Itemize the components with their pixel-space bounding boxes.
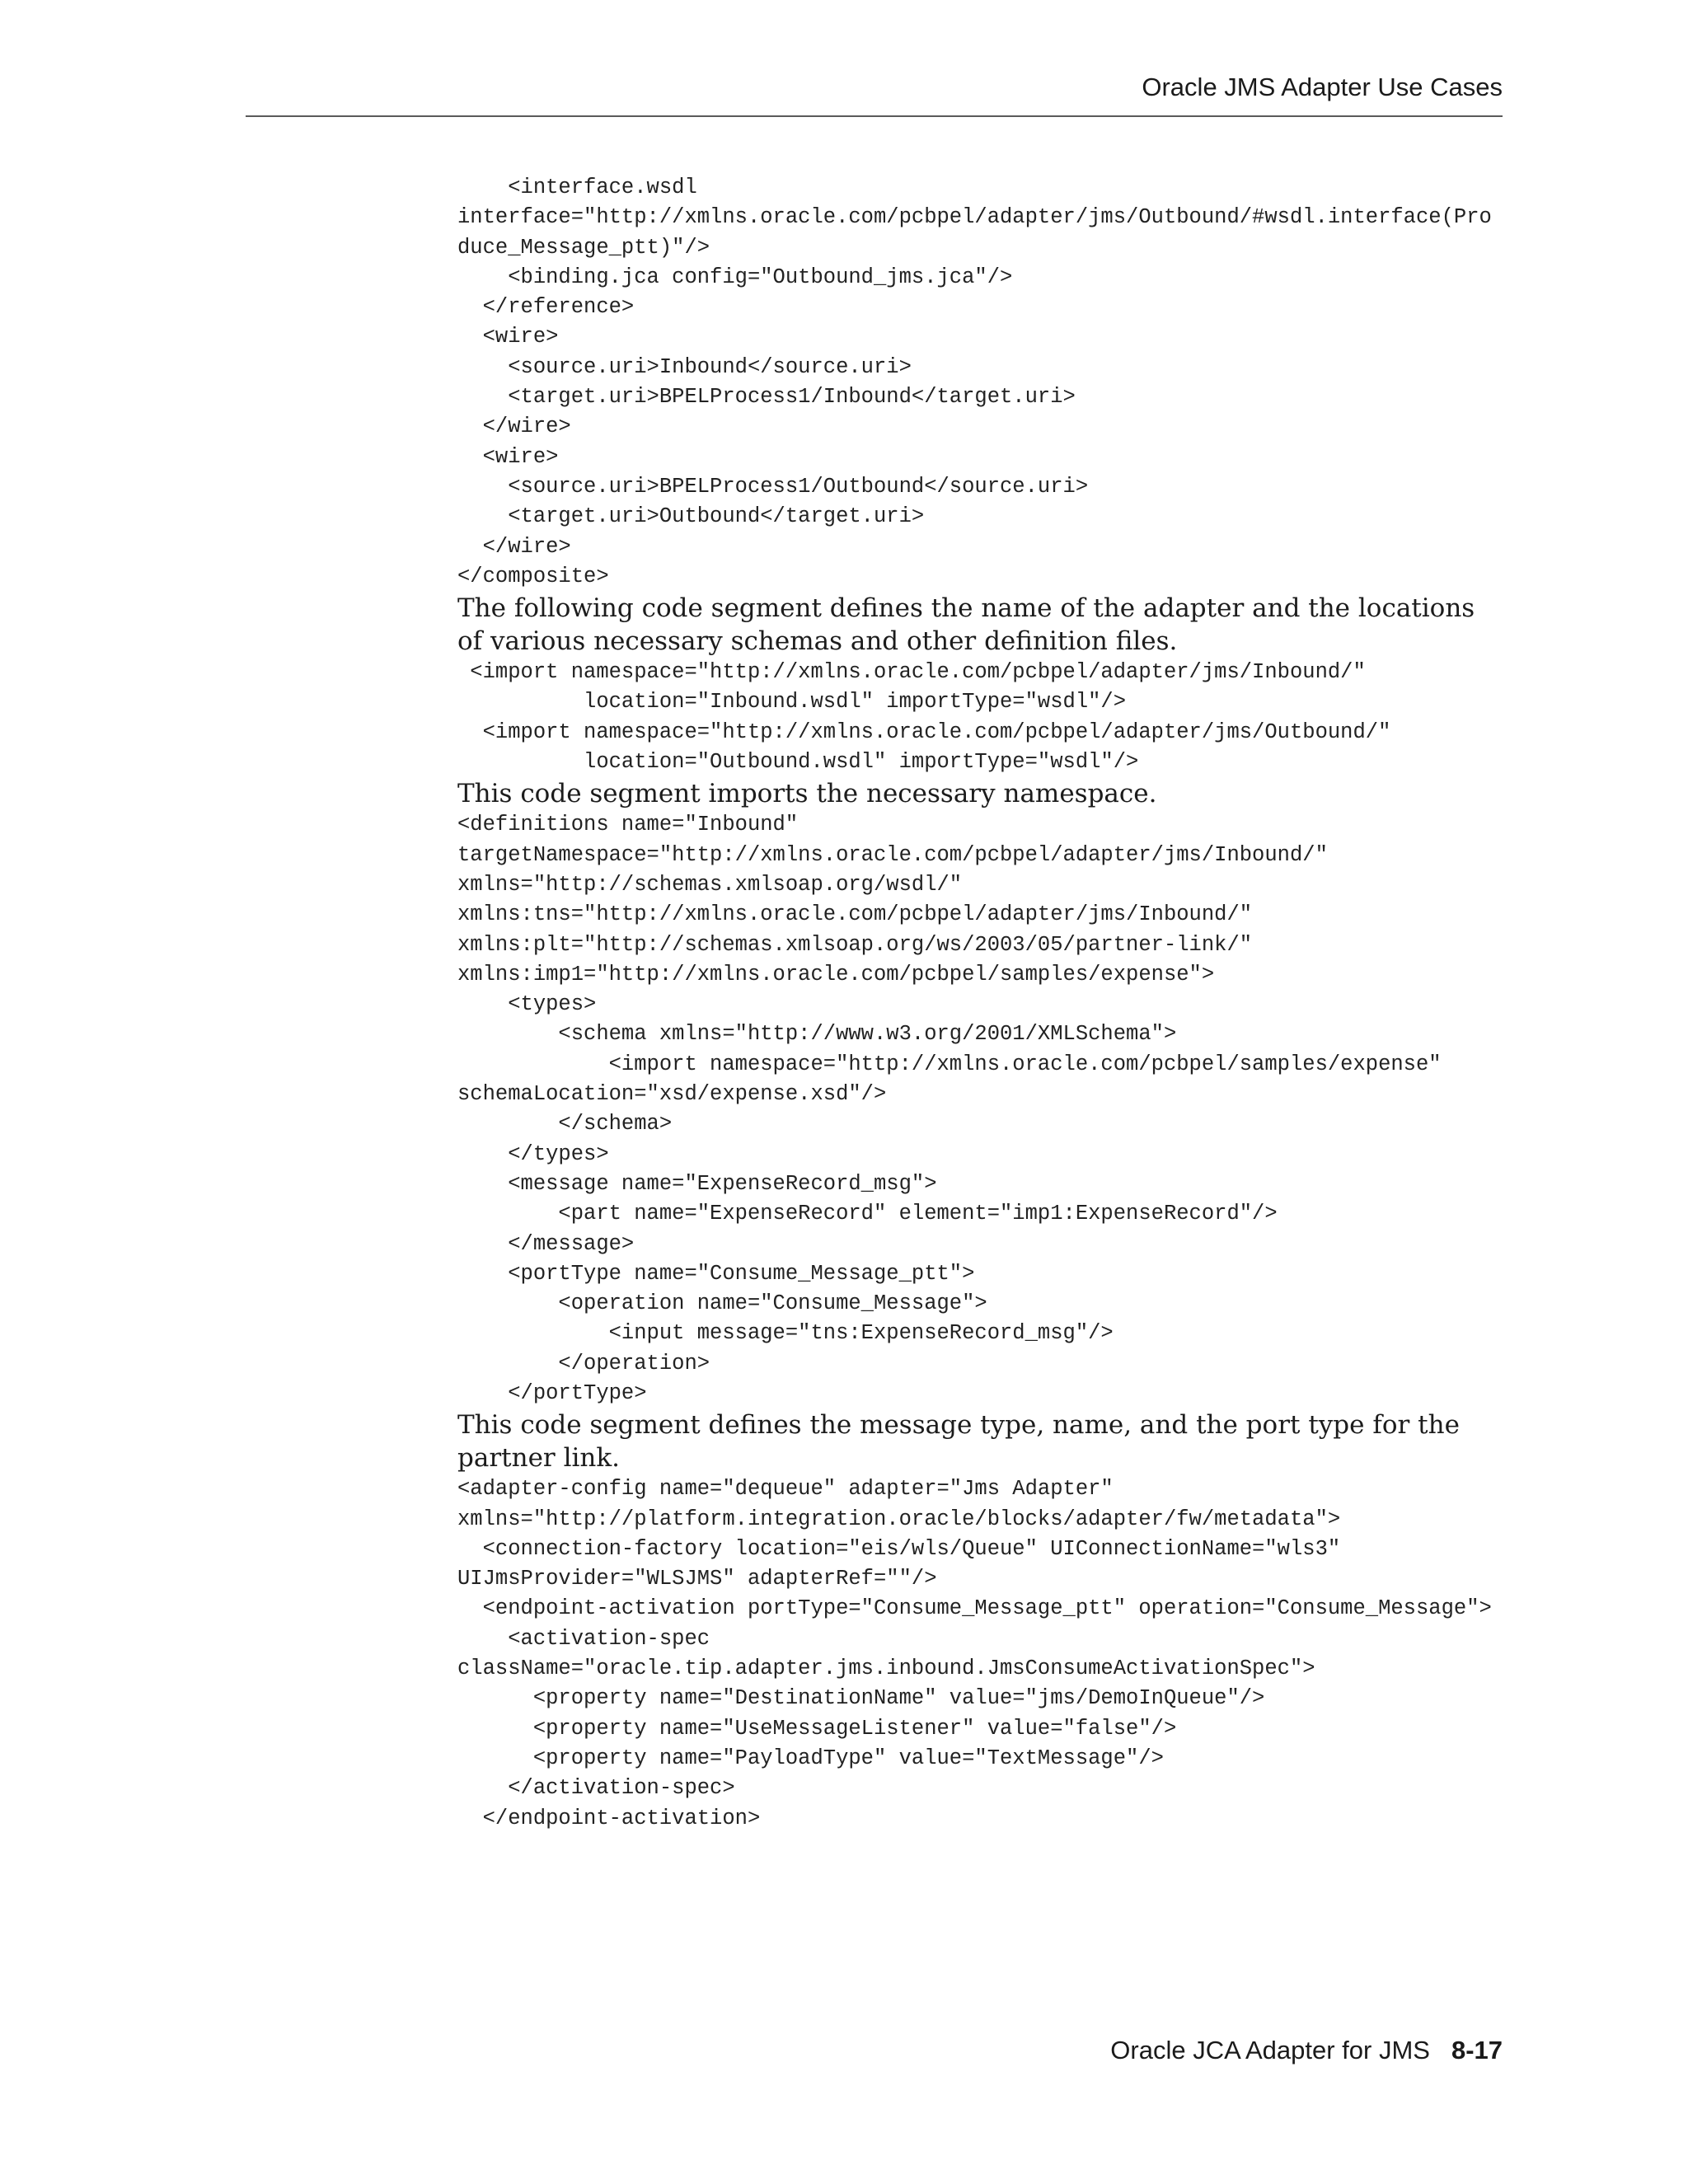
- body-paragraph: This code segment defines the message type, name, and the port type for the partner link.: [457, 1410, 1460, 1474]
- header-rule: [246, 115, 1503, 117]
- page-number: 8-17: [1451, 2036, 1503, 2064]
- code-example-composite: <interface.wsdl interface="http://xmlns.oracle.com/pcbpel/adapter/jms/Outbound/#wsdl.interface(Pro duce_Message_ptt)"/> <binding.jca config="Outbound_jms.jca"/> </reference> <wire> <source.uri>Inbound</source.uri> <target.uri>BPELProcess1/Inbound</target.uri> </wire> <wire> <source.uri>BPELProcess1/Outbound</source.uri> <target.uri>Outbound</target.uri> </wire> </composite>: [457, 176, 1492, 588]
- page-content: [457, 173, 1529, 1834]
- code-example-adapter-config: <adapter-config name="dequeue" adapter="Jms Adapter" xmlns="http://platform.integration.oracle/blocks/adapter/fw/metadata"> <connection-factory location="eis/wls/Queue" UIConnectionName="wls3" UIJmsProvider="WLSJMS" adapterRef=""/> <endpoint-activation portType="Consume_Message_ptt" operation="Consume_Message"> <activation-spec className="oracle.tip.adapter.jms.inbound.JmsConsumeActivationSpec"> <property name="DestinationName" value="jms/DemoInQueue"/> <property name="UseMessageListener" value="false"/> <property name="PayloadType" value="TextMessage"/> </activation-spec> </endpoint-activation>: [457, 1477, 1492, 1830]
- body-paragraph: This code segment imports the necessary namespace.: [457, 779, 1157, 809]
- code-example-definitions: <definitions name="Inbound" targetNamespace="http://xmlns.oracle.com/pcbpel/adapter/jms/Inbound/" xmlns="http://schemas.xmlsoap.org/wsdl/" xmlns:tns="http://xmlns.oracle.com/pcbpel/adapter/jms/Inbound/" xmlns:plt="http://schemas.xmlsoap.org/ws/2003/05/partner-link/" xmlns:imp1="http://xmlns.oracle.com/pcbpel/samples/expense"> <types> <schema xmlns="http://www.w3.org/2001/XMLSchema"> <import namespace="http://xmlns.oracle.com/pcbpel/samples/expense" schemaLocation="xsd/expense.xsd"/> </schema> </types> <message name="ExpenseRecord_msg"> <part name="ExpenseRecord" element="imp1:ExpenseRecord"/> </message> <portType name="Consume_Message_ptt"> <operation name="Consume_Message"> <input message="tns:ExpenseRecord_msg"/> </operation> </portType>: [457, 813, 1442, 1405]
- running-header: Oracle JMS Adapter Use Cases: [1142, 73, 1503, 101]
- body-paragraph: The following code segment defines the name of the adapter and the locations of various necessary schemas and other definition files.: [457, 593, 1475, 657]
- footer-book-title: Oracle JCA Adapter for JMS: [1110, 2036, 1430, 2064]
- page-footer: [1110, 2036, 1503, 2065]
- code-example-imports: <import namespace="http://xmlns.oracle.com/pcbpel/adapter/jms/Inbound/" location="Inbound.wsdl" importType="wsdl"/> <import namespace="http://xmlns.oracle.com/pcbpel/adapter/jms/Outbound/" location="Outbound.wsdl" importType="wsdl"/>: [470, 660, 1391, 775]
